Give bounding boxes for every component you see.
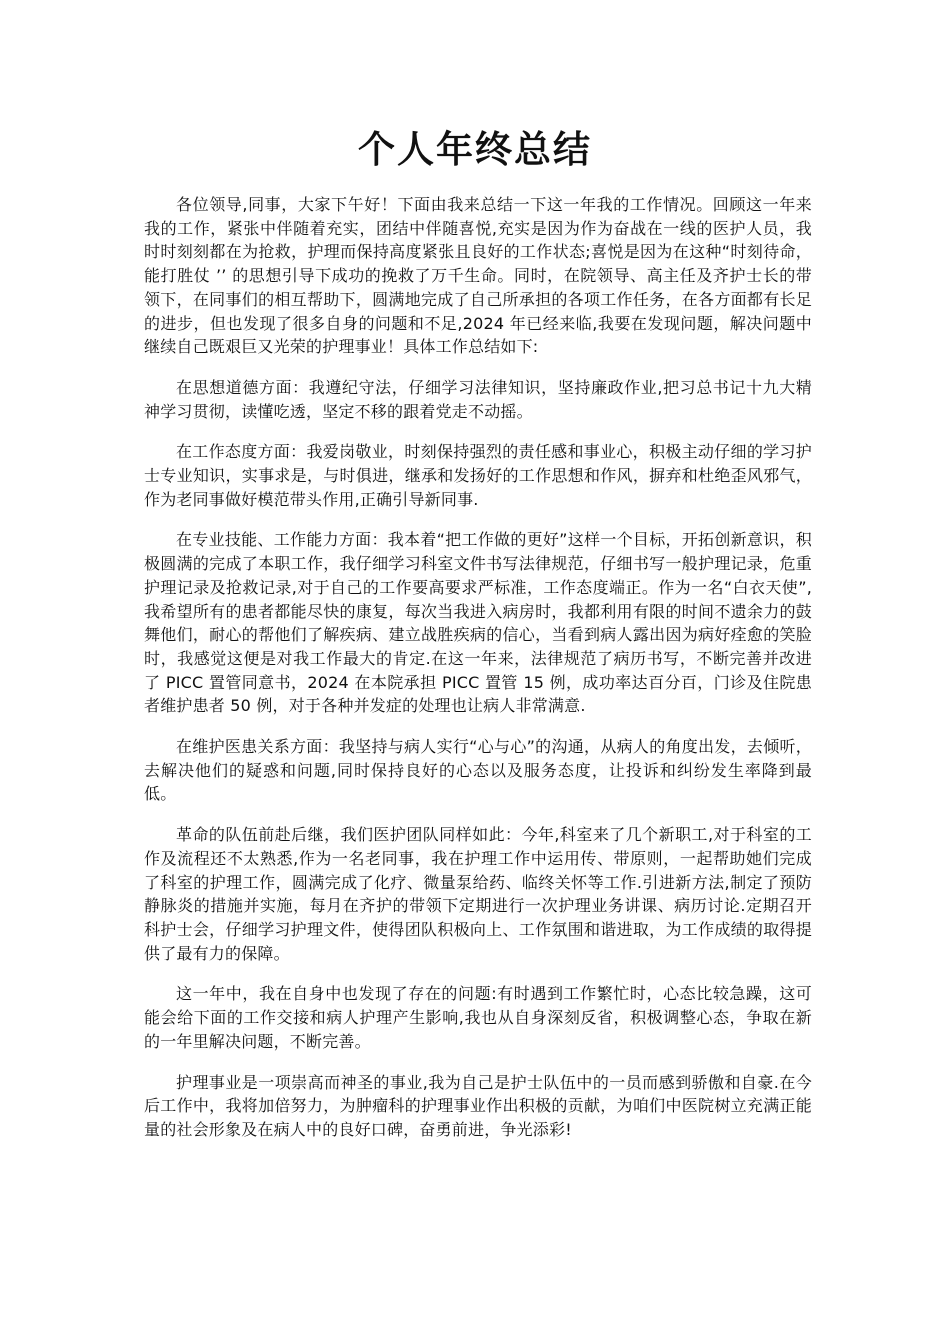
paragraph-intro: 各位领导,同事，大家下午好！下面由我来总结一下这一年我的工作情况。回顾这一年来我的工作，紧张中伴随着充实，团结中伴随喜悦,充实是因为作为奋战在一线的医护人员，我时时刻刻都在为抢救，护理而保持高度紧张且良好的工作状态;喜悦是因为在这种“时刻待命，能打胜仗 ’’ 的思想引导下成功的挽救了万千生命。同时，在院领导、高主任及齐护士长的带领下，在同事们的相互帮助下，圆满地完成了自己所承担的各项工作任务，在各方面都有长足的进步，但也发现了很多自身的问题和不足,2024 年已经来临,我要在发现问题，解决问题中继续自己既艰巨又光荣的护理事业！具体工作总结如下: <box>144 195 812 357</box>
paragraph-doctor-patient-relations: 在维护医患关系方面：我坚持与病人实行“心与心”的沟通，从病人的角度出发，去倾听，去解决他们的疑惑和问题,同时保持良好的心态以及服务态度，让投诉和纠纷发生率降到最低。 <box>144 737 812 804</box>
paragraph-work-attitude: 在工作态度方面：我爱岗敬业，时刻保持强烈的责任感和事业心，积极主动仔细的学习护士专业知识，实事求是，与时俱进，继承和发扬好的工作思想和作风，摒弃和杜绝歪风邪气，作为老同事做好模范带头作用,正确引导新同事. <box>144 442 812 509</box>
document-body <box>144 193 812 1159</box>
paragraph-professional-skills: 在专业技能、工作能力方面：我本着“把工作做的更好”这样一个目标，开拓创新意识，积极圆满的完成了本职工作，我仔细学习科室文件书写法律规范，仔细书写一般护理记录，危重护理记录及抢救记录,对于自己的工作要高要求严标准，工作态度端正。作为一名“白衣天使”,我希望所有的患者都能尽快的康复，每次当我进入病房时，我都利用有限的时间不遗余力的鼓舞他们，耐心的帮他们了解疾病、建立战胜疾病的信心，当看到病人露出因为病好痊愈的笑脸时，我感觉这便是对我工作最大的肯定.在这一年来，法律规范了病历书写，不断完善并改进了 PICC 置管同意书，2024 在本院承担 PICC 置管 15 例，成功率达百分百，门诊及住院患者维护患者 50 例，对于各种并发症的处理也让病人非常满意. <box>144 530 812 716</box>
paragraph-team: 革命的队伍前赴后继，我们医护团队同样如此：今年,科室来了几个新职工,对于科室的工作及流程还不太熟悉,作为一名老同事，我在护理工作中运用传、带原则，一起帮助她们完成了科室的护理工作，圆满完成了化疗、微量泵给药、临终关怀等工作.引进新方法,制定了预防静脉炎的措施并实施，每月在齐护的带领下定期进行一次护理业务讲课、病历讨论.定期召开科护士会，仔细学习护理文件，使得团队积极向上、工作氛围和谐进取，为工作成绩的取得提供了最有力的保障。 <box>144 825 812 963</box>
paragraph-conclusion: 护理事业是一项崇高而神圣的事业,我为自己是护士队伍中的一员而感到骄傲和自豪.在今后工作中，我将加倍努力，为肿瘤科的护理事业作出积极的贡献，为咱们中医院树立充满正能量的社会形象及在病人中的良好口碑，奋勇前进，争光添彩! <box>144 1072 812 1139</box>
paragraph-ideology: 在思想道德方面：我遵纪守法，仔细学习法律知识，坚持廉政作业,把习总书记十九大精神学习贯彻，读懂吃透，坚定不移的跟着党走不动摇。 <box>144 377 812 421</box>
paragraph-problems: 这一年中，我在自身中也发现了存在的问题:有时遇到工作繁忙时，心态比较急躁，这可能会给下面的工作交接和病人护理产生影响,我也从自身深刻反省，积极调整心态，争取在新的一年里解决问题，不断完善。 <box>144 984 812 1051</box>
document-title: 个人年终总结 <box>358 128 592 171</box>
